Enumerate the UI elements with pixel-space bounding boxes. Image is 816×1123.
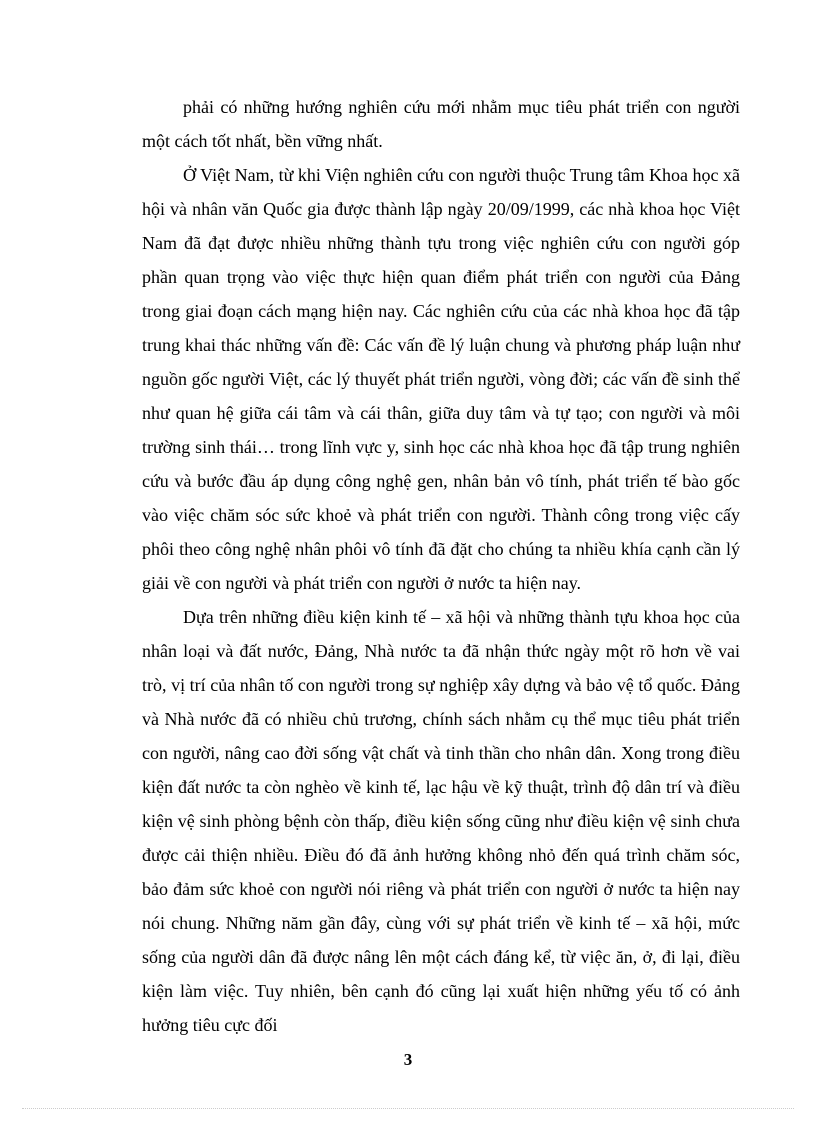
- paragraph-1: phải có những hướng nghiên cứu mới nhằm mục tiêu phát triển con người một cách tốt nhất, bền vững nhất.: [142, 97, 740, 151]
- page-bottom-divider: [22, 1108, 794, 1109]
- body-text: [142, 90, 740, 1042]
- paragraph-2: Ở Việt Nam, từ khi Viện nghiên cứu con người thuộc Trung tâm Khoa học xã hội và nhân văn Quốc gia được thành lập ngày 20/09/1999, các nhà khoa học Việt Nam đã đạt được nhiều những thành tựu trong việc nghiên cứu con người góp phần quan trọng vào việc thực hiện quan điểm phát triển con người của Đảng trong giai đoạn cách mạng hiện nay. Các nghiên cứu của các nhà khoa học đã tập trung khai thác những vấn đề: Các vấn đề lý luận chung và phương pháp luận như nguồn gốc người Việt, các lý thuyết phát triển người, vòng đời; các vấn đề sinh thể như quan hệ giữa cái tâm và cái thân, giữa duy tâm và tự tạo; con người và môi trường sinh thái… trong lĩnh vực y, sinh học các nhà khoa học đã tập trung nghiên cứu và bước đầu áp dụng công nghệ gen, nhân bản vô tính, phát triển tế bào gốc vào việc chăm sóc sức khoẻ và phát triển con người. Thành công trong việc cấy phôi theo công nghệ nhân phôi vô tính đã đặt cho chúng ta nhiều khía cạnh cần lý giải về con người và phát triển con người ở nước ta hiện nay.: [142, 165, 740, 593]
- page-number: 3: [403, 1050, 413, 1069]
- paragraph-3: Dựa trên những điều kiện kinh tế – xã hội và những thành tựu khoa học của nhân loại và đất nước, Đảng, Nhà nước ta đã nhận thức ngày một rõ hơn về vai trò, vị trí của nhân tố con người trong sự nghiệp xây dựng và bảo vệ tổ quốc. Đảng và Nhà nước đã có nhiều chủ trương, chính sách nhằm cụ thể mục tiêu phát triển con người, nâng cao đời sống vật chất và tinh thần cho nhân dân. Xong trong điều kiện đất nước ta còn nghèo về kinh tế, lạc hậu về kỹ thuật, trình độ dân trí và điều kiện vệ sinh phòng bệnh còn thấp, điều kiện sống cũng như điều kiện vệ sinh chưa được cải thiện nhiều. Điều đó đã ảnh hưởng không nhỏ đến quá trình chăm sóc, bảo đảm sức khoẻ con người nói riêng và phát triển con người ở nước ta hiện nay nói chung. Những năm gần đây, cùng với sự phát triển về kinh tế – xã hội, mức sống của người dân đã được nâng lên một cách đáng kể, từ việc ăn, ở, đi lại, điều kiện làm việc. Tuy nhiên, bên cạnh đó cũng lại xuất hiện những yếu tố có ảnh hưởng tiêu cực đối: [142, 607, 740, 1035]
